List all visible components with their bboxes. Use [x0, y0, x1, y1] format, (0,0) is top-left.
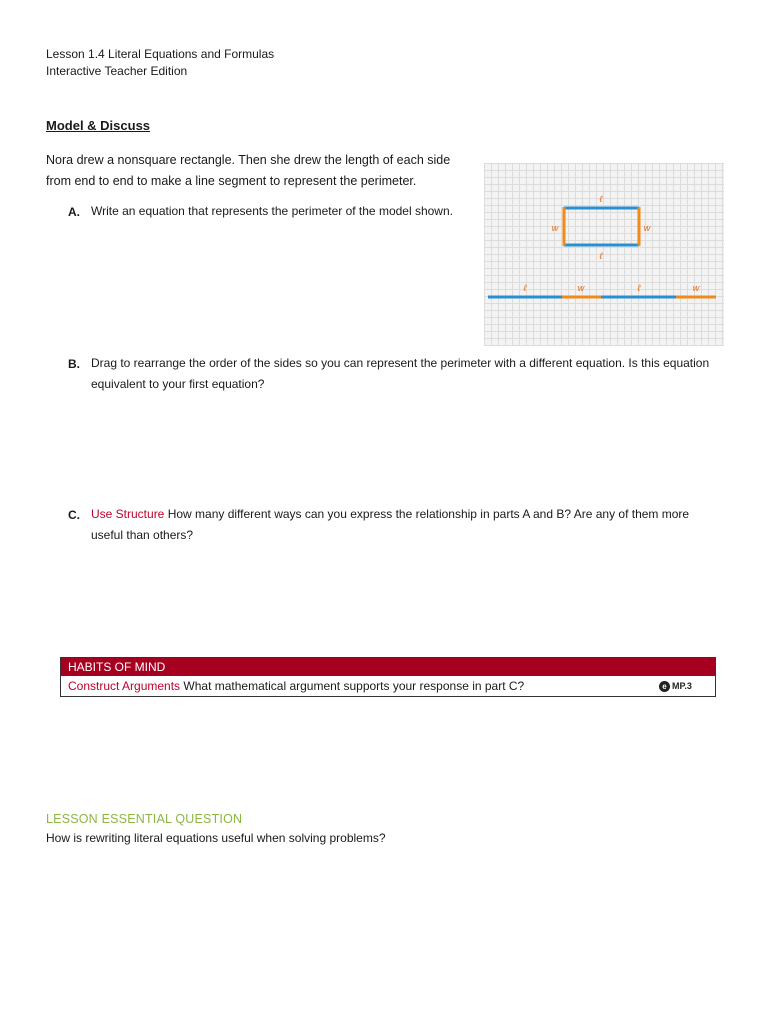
habits-question: What mathematical argument supports your response in part C?: [183, 679, 525, 693]
habits-header: HABITS OF MIND: [61, 658, 715, 676]
use-structure-label: Use Structure: [91, 507, 165, 521]
perimeter-model-svg: [484, 163, 724, 346]
habits-body: [61, 676, 715, 697]
question-c-text: [91, 504, 711, 546]
section-title: Model & Discuss: [46, 118, 151, 133]
habits-of-mind-box: [60, 657, 716, 697]
mp-badge-icon: e: [659, 681, 670, 692]
segment-label-4: w: [692, 283, 700, 293]
perimeter-model-figure: [484, 163, 724, 346]
question-b-text: Drag to rearrange the order of the sides so you can represent the perimeter with a different equation. Is this equation equivalent to your first equation?: [91, 356, 710, 391]
edition-subtitle: Interactive Teacher Edition: [46, 64, 188, 78]
segment-label-3: ℓ: [637, 283, 641, 293]
intro-paragraph: Nora drew a nonsquare rectangle. Then she drew the length of each side from end to end to make a line segment to represent the perimeter.: [46, 153, 451, 188]
essential-question-text: How is rewriting literal equations useful when solving problems?: [46, 831, 386, 845]
question-c-letter: C.: [68, 508, 80, 522]
question-a-letter: A.: [68, 205, 80, 219]
rect-label-right: w: [643, 223, 651, 233]
construct-arguments-label: Construct Arguments: [68, 679, 181, 693]
essential-question-title: LESSON ESSENTIAL QUESTION: [46, 812, 243, 826]
rect-label-bottom: ℓ: [599, 251, 603, 261]
question-c-body: How many different ways can you express the relationship in parts A and B? Are any of them more useful than others?: [91, 507, 690, 542]
question-a-text: Write an equation that represents the perimeter of the model shown.: [91, 204, 453, 218]
mp-badge-text: MP.3: [672, 681, 692, 691]
segment-label-2: w: [577, 283, 585, 293]
rect-label-top: ℓ: [599, 194, 603, 204]
mp-badge: [659, 680, 701, 693]
question-b-letter: B.: [68, 357, 80, 371]
segment-label-1: ℓ: [523, 283, 527, 293]
lesson-title: Lesson 1.4 Literal Equations and Formulas: [46, 47, 275, 61]
rect-label-left: w: [551, 223, 559, 233]
